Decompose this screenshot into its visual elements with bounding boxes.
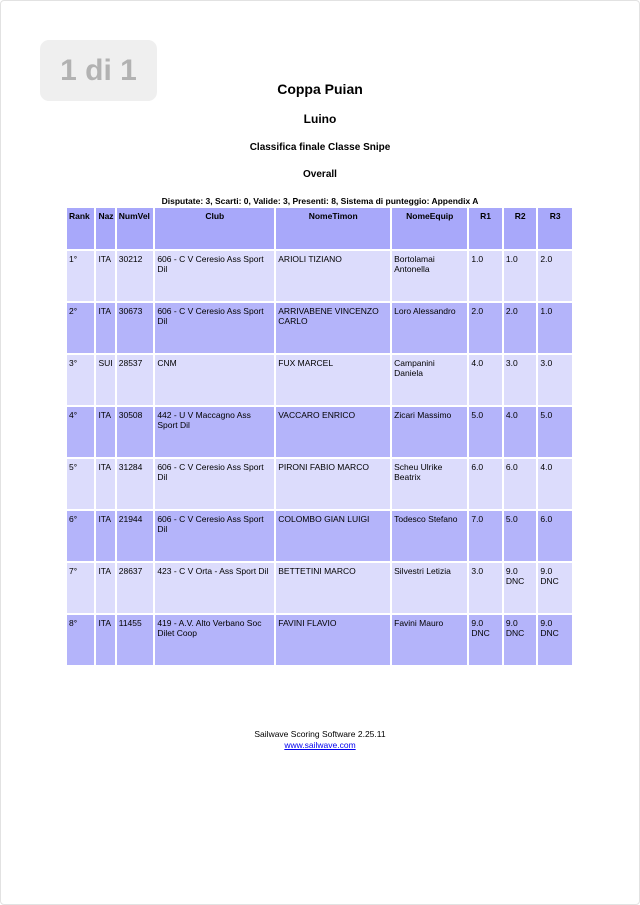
cell-naz: ITA [96,407,114,457]
cell-r3: 9.0 DNC [538,615,572,665]
cell-r1: 4.0 [469,355,502,405]
table-row [67,251,572,301]
table-row [67,303,572,353]
cell-naz: ITA [96,615,114,665]
cell-r3: 9.0 DNC [538,563,572,613]
cell-rank: 2° [67,303,94,353]
cell-r2: 2.0 [504,303,537,353]
column-header-rank: Rank [67,208,94,249]
cell-crew: Todesco Stefano [392,511,467,561]
cell-crew: Scheu Ulrike Beatrix [392,459,467,509]
cell-helm: PIRONI FABIO MARCO [276,459,390,509]
column-header-r3: R3 [538,208,572,249]
table-row [67,563,572,613]
cell-r1: 3.0 [469,563,502,613]
cell-club: 606 - C V Ceresio Ass Sport Dil [155,303,274,353]
cell-club: 606 - C V Ceresio Ass Sport Dil [155,511,274,561]
cell-helm: ARRIVABENE VINCENZO CARLO [276,303,390,353]
cell-numvel: 30508 [117,407,154,457]
cell-helm: FUX MARCEL [276,355,390,405]
event-title: Coppa Puian [277,81,363,97]
cell-crew: Bortolamai Antonella [392,251,467,301]
cell-numvel: 21944 [117,511,154,561]
cell-rank: 4° [67,407,94,457]
cell-club: 423 - C V Orta - Ass Sport Dil [155,563,274,613]
cell-r3: 3.0 [538,355,572,405]
cell-naz: ITA [96,303,114,353]
cell-rank: 7° [67,563,94,613]
column-header-numvel: NumVel [117,208,154,249]
column-header-nometimon: NomeTimon [276,208,390,249]
cell-crew: Campanini Daniela [392,355,467,405]
cell-crew: Silvestri Letizia [392,563,467,613]
software-credit: Sailwave Scoring Software 2.25.11 [254,729,386,739]
table-row [67,459,572,509]
cell-r1: 2.0 [469,303,502,353]
venue-title: Luino [303,112,337,126]
cell-r1: 1.0 [469,251,502,301]
page-indicator: 1 di 1 [40,40,157,101]
cell-numvel: 28537 [117,355,154,405]
cell-naz: ITA [96,459,114,509]
cell-club: 419 - A.V. Alto Verbano Soc Dilet Coop [155,615,274,665]
cell-r1: 7.0 [469,511,502,561]
cell-crew: Favini Mauro [392,615,467,665]
cell-helm: COLOMBO GIAN LUIGI [276,511,390,561]
cell-r3: 4.0 [538,459,572,509]
cell-r3: 2.0 [538,251,572,301]
cell-r3: 5.0 [538,407,572,457]
cell-rank: 6° [67,511,94,561]
results-table [65,206,574,667]
sailwave-link[interactable]: www.sailwave.com [284,740,356,750]
cell-helm: BETTETINI MARCO [276,563,390,613]
cell-rank: 1° [67,251,94,301]
cell-crew: Zicari Massimo [392,407,467,457]
cell-r3: 6.0 [538,511,572,561]
column-header-r2: R2 [504,208,537,249]
cell-naz: ITA [96,563,114,613]
cell-r2: 6.0 [504,459,537,509]
column-header-club: Club [155,208,274,249]
cell-helm: VACCARO ENRICO [276,407,390,457]
cell-r1: 6.0 [469,459,502,509]
cell-r2: 1.0 [504,251,537,301]
column-header-r1: R1 [469,208,502,249]
table-row [67,615,572,665]
table-row [67,511,572,561]
fleet-title: Overall [303,169,337,180]
cell-club: 606 - C V Ceresio Ass Sport Dil [155,251,274,301]
cell-club: 442 - U V Maccagno Ass Sport Dil [155,407,274,457]
cell-r1: 9.0 DNC [469,615,502,665]
series-title: Classifica finale Classe Snipe [249,142,391,153]
cell-club: CNM [155,355,274,405]
cell-crew: Loro Alessandro [392,303,467,353]
cell-helm: ARIOLI TIZIANO [276,251,390,301]
cell-numvel: 28637 [117,563,154,613]
cell-r2: 3.0 [504,355,537,405]
cell-helm: FAVINI FLAVIO [276,615,390,665]
cell-naz: ITA [96,251,114,301]
column-header-nomeequip: NomeEquip [392,208,467,249]
cell-naz: ITA [96,511,114,561]
cell-r2: 9.0 DNC [504,615,537,665]
cell-r2: 5.0 [504,511,537,561]
table-row [67,355,572,405]
cell-rank: 3° [67,355,94,405]
table-header-row [67,208,572,249]
cell-numvel: 30212 [117,251,154,301]
cell-r3: 1.0 [538,303,572,353]
cell-numvel: 11455 [117,615,154,665]
column-header-naz: Naz [96,208,114,249]
cell-numvel: 31284 [117,459,154,509]
cell-numvel: 30673 [117,303,154,353]
cell-rank: 5° [67,459,94,509]
footer [0,729,640,751]
cell-r2: 4.0 [504,407,537,457]
cell-r2: 9.0 DNC [504,563,537,613]
race-summary: Disputate: 3, Scarti: 0, Valide: 3, Presenti: 8, Sistema di punteggio: Appendix A [161,196,479,206]
table-row [67,407,572,457]
cell-rank: 8° [67,615,94,665]
cell-naz: SUI [96,355,114,405]
cell-r1: 5.0 [469,407,502,457]
cell-club: 606 - C V Ceresio Ass Sport Dil [155,459,274,509]
